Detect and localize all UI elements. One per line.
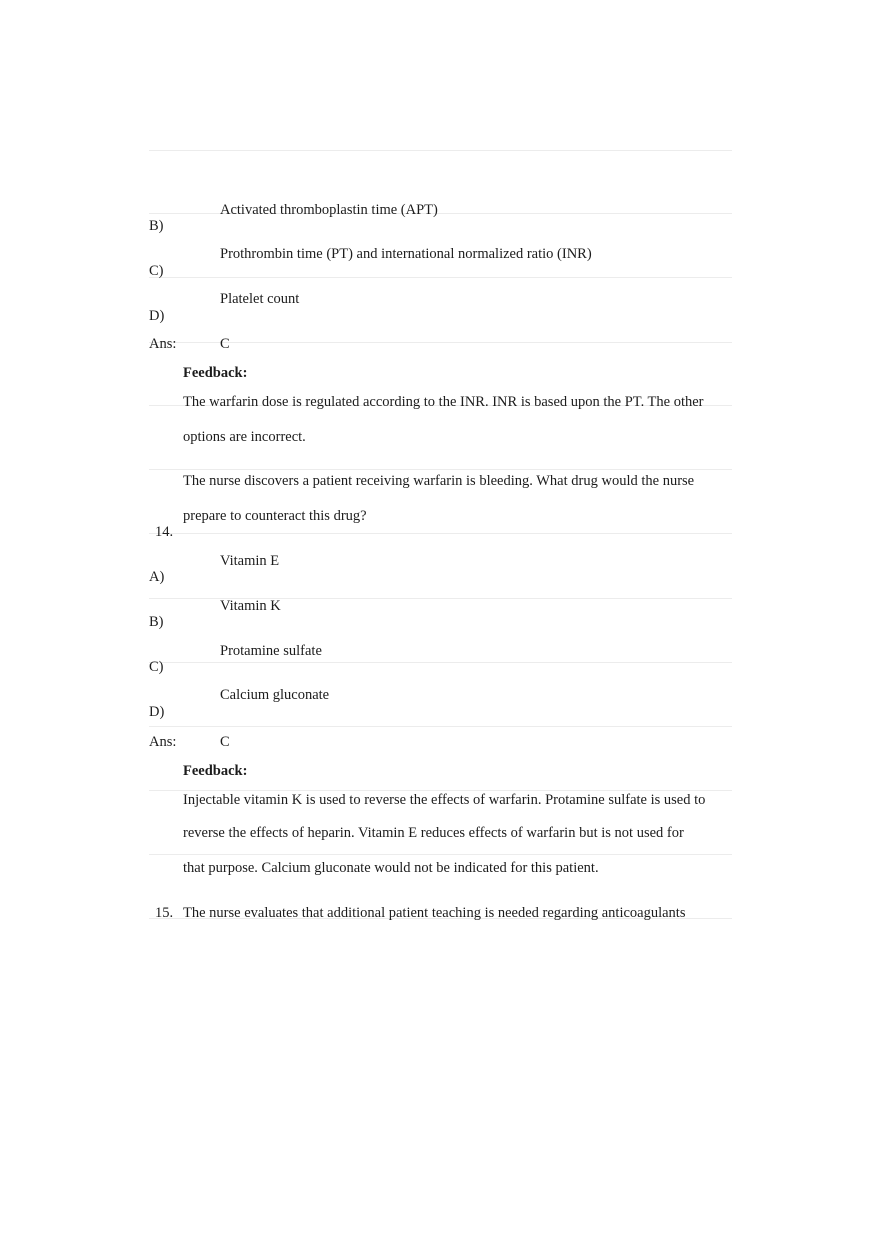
table-rule (149, 662, 732, 663)
option-d-text: Platelet count (220, 291, 300, 307)
option-c-label: C) (149, 659, 164, 675)
option-b-text: Activated thromboplastin time (APT) (220, 202, 438, 218)
question-text-line: prepare to counteract this drug? (183, 508, 367, 524)
option-a-text: Vitamin E (220, 553, 280, 569)
table-rule (149, 469, 732, 470)
question-number: 15. (155, 905, 174, 921)
option-c-label: C) (149, 263, 164, 279)
answer-value: C (220, 336, 230, 352)
table-rule (149, 533, 732, 534)
option-c-text: Prothrombin time (PT) and international normalized ratio (INR) (220, 246, 592, 262)
answer-value: C (220, 734, 230, 750)
table-rule (149, 342, 732, 343)
answer-label: Ans: (149, 336, 177, 352)
option-b-label: B) (149, 614, 164, 630)
question-number: 14. (155, 524, 174, 540)
answer-label: Ans: (149, 734, 177, 750)
table-rule (149, 726, 732, 727)
feedback-text-line: Injectable vitamin K is used to reverse the effects of warfarin. Protamine sulfate is used to (183, 792, 706, 808)
option-b-label: B) (149, 218, 164, 234)
option-d-text: Calcium gluconate (220, 687, 330, 703)
table-rule (149, 277, 732, 278)
question-text-line: The nurse evaluates that additional patient teaching is needed regarding anticoagulants (183, 905, 686, 921)
feedback-heading: Feedback: (183, 365, 248, 381)
option-a-label: A) (149, 569, 165, 585)
table-rule (149, 150, 732, 151)
option-b-text: Vitamin K (220, 598, 281, 614)
feedback-text-line: that purpose. Calcium gluconate would not be indicated for this patient. (183, 860, 599, 876)
option-d-label: D) (149, 704, 165, 720)
option-d-label: D) (149, 308, 165, 324)
feedback-text-line: options are incorrect. (183, 429, 306, 445)
option-c-text: Protamine sulfate (220, 643, 322, 659)
feedback-text-line: The warfarin dose is regulated according to the INR. INR is based upon the PT. The other (183, 394, 704, 410)
table-rule (149, 854, 732, 855)
feedback-heading: Feedback: (183, 763, 248, 779)
feedback-text-line: reverse the effects of heparin. Vitamin E reduces effects of warfarin but is not used for (183, 825, 684, 841)
question-text-line: The nurse discovers a patient receiving warfarin is bleeding. What drug would the nurse (183, 473, 695, 489)
